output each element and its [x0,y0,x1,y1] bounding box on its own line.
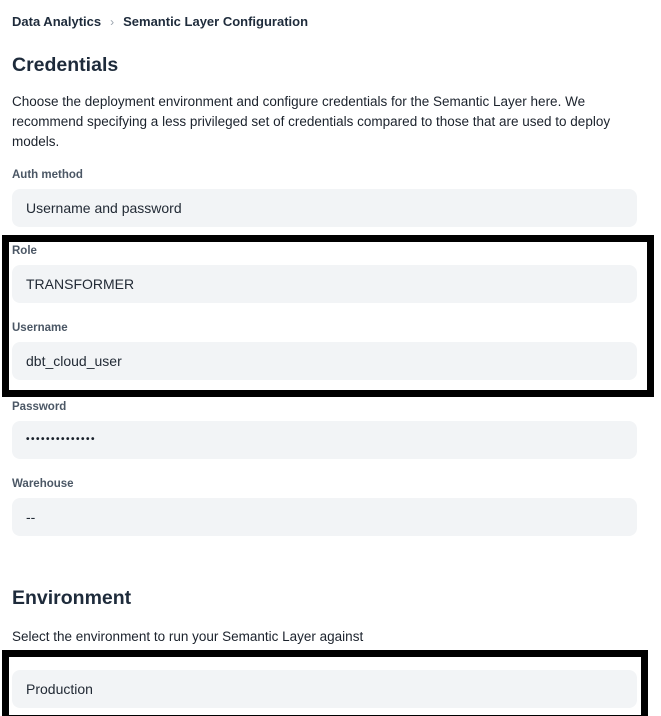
annotation-box-environment [2,650,648,716]
password-value: •••••••••••••• [26,434,97,445]
breadcrumb-item-data-analytics[interactable]: Data Analytics [12,14,102,29]
auth-method-group [12,169,649,227]
username-value: dbt_cloud_user [26,353,122,369]
chevron-right-icon: › [110,15,115,29]
auth-method-value: Username and password [26,200,182,216]
warehouse-value: -- [26,509,36,525]
environment-value: Production [26,681,93,697]
credentials-section-title: Credentials [12,54,119,76]
warehouse-field[interactable] [12,498,637,536]
role-group [12,245,647,303]
password-field[interactable] [12,421,637,459]
warehouse-group [12,478,649,536]
breadcrumb-item-semantic-layer-configuration: Semantic Layer Configuration [123,14,309,29]
auth-method-label: Auth method [12,169,83,181]
credentials-description: Choose the deployment environment and configure credentials for the Semantic Layer here. We recommend specifying a less privileged set of credentials compared to those that are used to deploy models. [12,94,611,149]
username-group [12,322,647,380]
environment-field[interactable] [12,670,637,708]
annotation-box-role-username [2,235,654,397]
environment-section-title: Environment [12,587,132,609]
warehouse-label: Warehouse [12,478,74,490]
role-field[interactable] [12,265,637,303]
password-label: Password [12,401,67,413]
password-group [12,401,649,459]
role-label: Role [12,245,37,257]
auth-method-field[interactable] [12,189,637,227]
username-label: Username [12,322,68,334]
username-field[interactable] [12,342,637,380]
environment-description: Select the environment to run your Semantic Layer against [12,629,364,644]
role-value: TRANSFORMER [26,276,135,292]
breadcrumb [12,14,649,30]
